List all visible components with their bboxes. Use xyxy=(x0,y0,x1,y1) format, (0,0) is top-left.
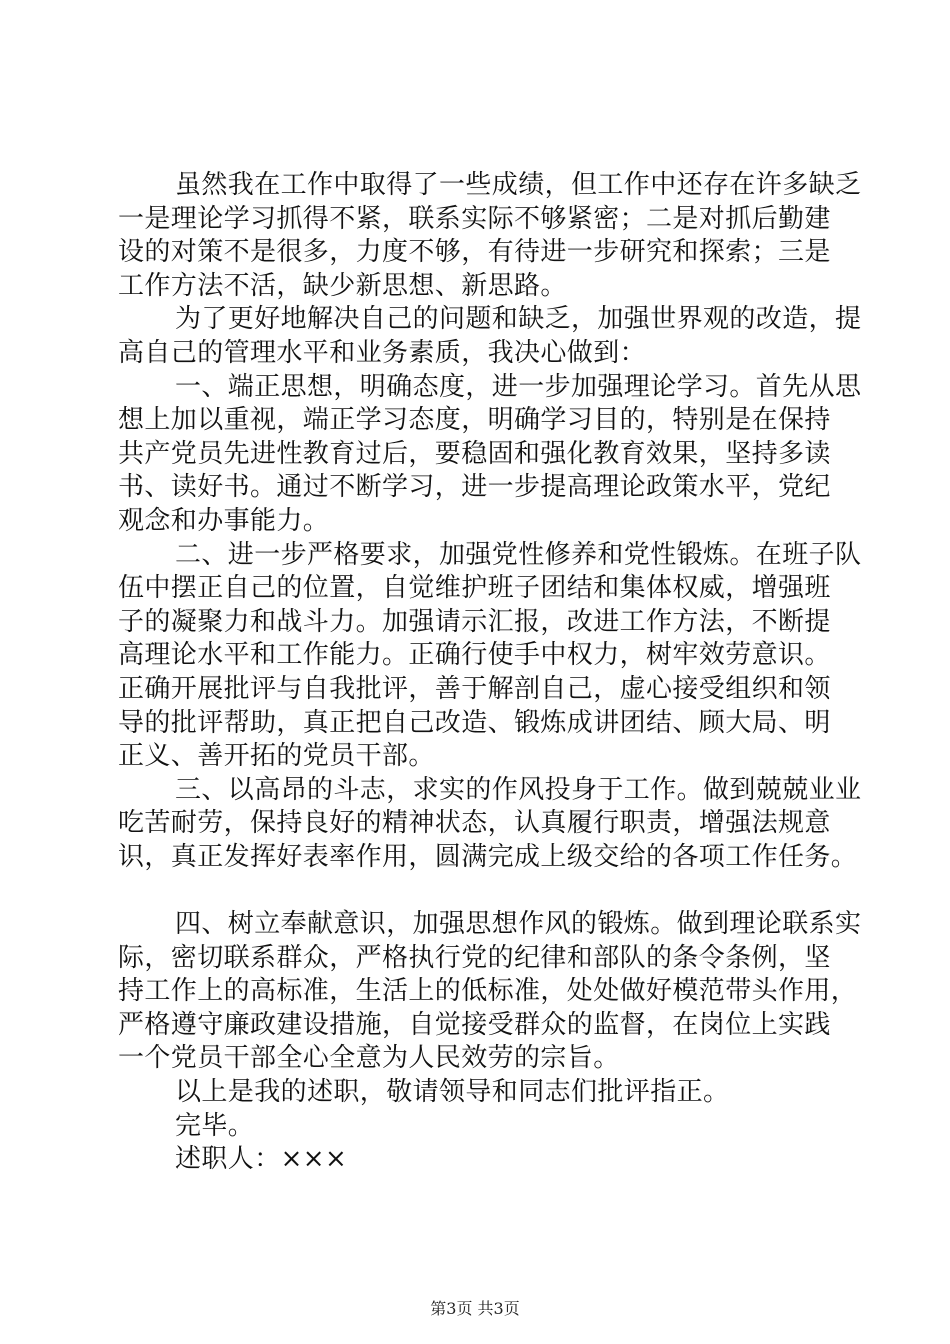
text-line: 共产党员先进性教育过后，要稳固和强化教育效果，坚持多读 xyxy=(118,438,831,469)
paragraph xyxy=(118,303,862,370)
text-line: 际，密切联系群众，严格执行党的纪律和部队的条令条例，坚 xyxy=(118,942,831,973)
text-line: 完毕。 xyxy=(175,1110,255,1141)
page-footer: 第3页 共3页 xyxy=(430,1299,520,1318)
text-line: 导的批评帮助，真正把自己改造、锻炼成讲团结、顾大局、明 xyxy=(118,707,831,738)
text-line: 述职人：××× xyxy=(175,1144,348,1175)
text-line: 想上加以重视，端正学习态度，明确学习目的，特别是在保持 xyxy=(118,405,831,436)
paragraph xyxy=(118,539,862,774)
text-line: 三、以高昂的斗志，求实的作风投身于工作。做到兢兢业业 xyxy=(175,774,862,805)
text-line: 设的对策不是很多，力度不够，有待进一步研究和探索；三是 xyxy=(118,237,831,268)
text-line: 严格遵守廉政建设措施，自觉接受群众的监督，在岗位上实践 xyxy=(118,1009,831,1040)
text-line: 二、进一步严格要求，加强党性修养和党性锻炼。在班子队 xyxy=(175,539,862,570)
text-line: 虽然我在工作中取得了一些成绩，但工作中还存在许多缺乏 xyxy=(175,170,862,200)
text-line: 正确开展批评与自我批评，善于解剖自己，虚心接受组织和领 xyxy=(118,673,831,704)
text-line: 一是理论学习抓得不紧，联系实际不够紧密；二是对抓后勤建 xyxy=(118,203,831,234)
text-line: 一、端正思想，明确态度，进一步加强理论学习。首先从思 xyxy=(175,371,862,402)
text-line: 吃苦耐劳，保持良好的精神状态，认真履行职责，增强法规意 xyxy=(118,808,831,839)
text-line: 为了更好地解决自己的问题和缺乏，加强世界观的改造，提 xyxy=(175,304,862,335)
text-line: 一个党员干部全心全意为人民效劳的宗旨。 xyxy=(118,1043,620,1074)
text-line: 高理论水平和工作能力。正确行使手中权力，树牢效劳意识。 xyxy=(118,640,831,671)
text-line: 持工作上的高标准，生活上的低标准，处处做好模范带头作用， xyxy=(118,976,858,1007)
text-line: 书、读好书。通过不断学习，进一步提高理论政策水平，党纪 xyxy=(118,472,831,503)
paragraph xyxy=(118,371,862,539)
document-body xyxy=(118,169,862,1177)
paragraph xyxy=(118,908,862,1076)
paragraph xyxy=(118,1076,858,1110)
text-line: 以上是我的述职，敬请领导和同志们批评指正。 xyxy=(175,1077,730,1108)
text-line: 观念和办事能力。 xyxy=(118,505,330,536)
text-line: 子的凝聚力和战斗力。加强请示汇报，改进工作方法，不断提 xyxy=(118,606,831,637)
text-line: 四、树立奉献意识，加强思想作风的锻炼。做到理论联系实 xyxy=(175,909,862,940)
text-line: 伍中摆正自己的位置，自觉维护班子团结和集体权威，增强班 xyxy=(118,573,831,604)
text-line: 识，真正发挥好表率作用，圆满完成上级交给的各项工作任务。 xyxy=(118,841,858,872)
text-line: 高自己的管理水平和业务素质，我决心做到： xyxy=(118,337,647,368)
text-line: 正义、善开拓的党员干部。 xyxy=(118,741,435,772)
paragraph xyxy=(118,169,862,303)
blank-line xyxy=(118,874,858,908)
paragraph xyxy=(118,1110,858,1144)
paragraph xyxy=(118,1143,858,1177)
paragraph xyxy=(118,774,862,875)
text-line: 工作方法不活，缺少新思想、新思路。 xyxy=(118,270,567,301)
